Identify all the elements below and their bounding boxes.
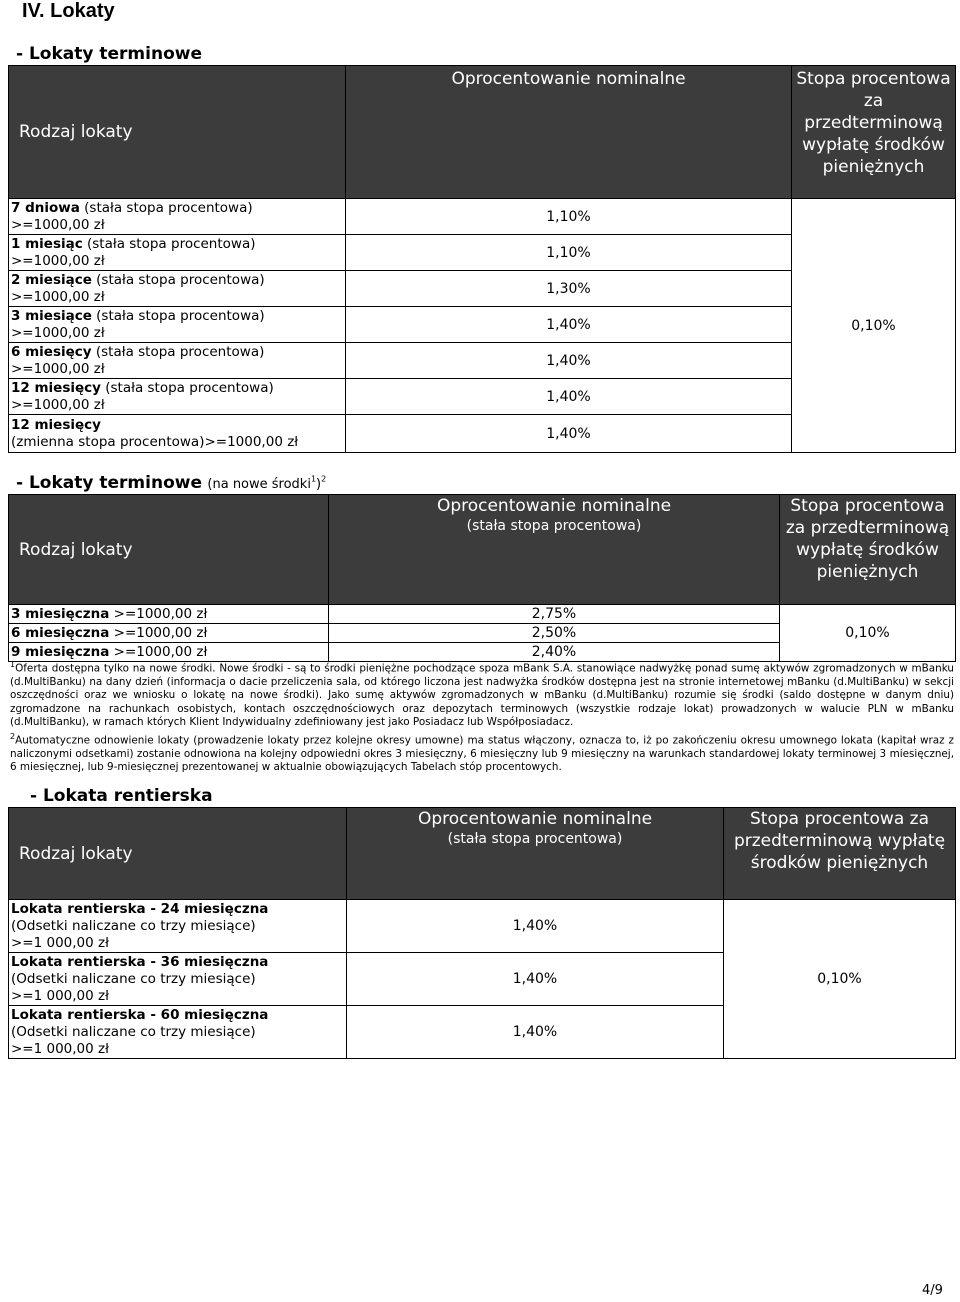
footnote-1: $^1$Oferta dostępna tylko na nowe środki. Nowe środki - są to środki pieniężne pochodzące spoza mBank S.A. stanowiące nadwyżkę ponad sumę aktywów zgromadzonych w mBanku (d.MultiBanku) na dany dzień (informacja o dacie przeliczenia sala, od którego liczona jest nadwyżka środków dostępna jest na stronie internetowej mBanku (d.MultiBanku) w sekcji oszczędności oraz we wniosku o lokatę na nowe środki). Jako sumę aktywów zgromadzonych w mBanku (d.MultiBanku) rozumie się środki (saldo dostępne w danym dniu) zgromadzone na rachunkach osobistych, kontach oszczędnościowych oraz depozytach terminowych (wszystkie rodzaje lokat) prowadzonych w walucie PLN w mBanku (d.MultiBanku), w ramach których Klient Indywidualny zdefiniowany jest jako Posiadacz lub Współposiadacz. xyxy=(10,660,954,729)
t2-early-rate: 0,10% xyxy=(780,605,956,662)
table2-title: - Lokaty terminowe (na nowe środki$^1$)$^2$ xyxy=(16,473,327,493)
t1-row-name: 6 miesięcy (stała stopa procentowa) >=1000,00 zł xyxy=(9,343,346,379)
footnote-2: $^2$Automatyczne odnowienie lokaty (prowadzenie lokaty przez kolejne okresy umowne) ma status włączony, oznacza to, iż po zakończeniu okresu umownego lokata (kapitał wraz z naliczonymi odsetkami) zostanie odnowiona na kolejny odpowiedni okres 3 miesięczny, 6 miesięczny lub 9 miesięczny na warunkach standardowej lokaty terminowej 3 miesięcznej, 6 miesięcznej, lub 9-miesięcznej prezentowanej w aktualnie obowiązujących Tabelach stóp procentowych. xyxy=(10,731,954,774)
t1-row-rate: 1,40% xyxy=(346,415,792,453)
t1-row-name: 1 miesiąc (stała stopa procentowa) >=1000,00 zł xyxy=(9,235,346,271)
t1-row-name: 2 miesiące (stała stopa procentowa) >=1000,00 zł xyxy=(9,271,346,307)
t1-row-rate: 1,40% xyxy=(346,379,792,415)
page-number: 4/9 xyxy=(922,1283,943,1298)
t1-row-rate: 1,10% xyxy=(346,199,792,235)
t2-row-rate: 2,75% xyxy=(329,605,780,624)
t3-row-rate: 1,40% xyxy=(347,953,724,1006)
section-title: IV. Lokaty xyxy=(22,0,115,22)
t3-header-rate: Oprocentowanie nominalne (stała stopa procentowa) xyxy=(347,808,724,900)
t1-row-rate: 1,30% xyxy=(346,271,792,307)
t2-header-type: Rodzaj lokaty xyxy=(9,495,329,605)
t1-row-rate: 1,40% xyxy=(346,343,792,379)
t3-row-rate: 1,40% xyxy=(347,900,724,953)
t2-row-name: 6 miesięczna >=1000,00 zł xyxy=(9,624,329,643)
t2-row-name: 9 miesięczna >=1000,00 zł xyxy=(9,643,329,662)
t3-row-name: Lokata rentierska - 60 miesięczna (Odsetki naliczane co trzy miesiące) >=1 000,00 zł xyxy=(9,1006,347,1059)
t1-early-rate: 0,10% xyxy=(792,199,956,453)
table-lokaty-terminowe xyxy=(8,65,956,453)
t1-row-name: 7 dniowa (stała stopa procentowa) >=1000,00 zł xyxy=(9,199,346,235)
t3-header-type: Rodzaj lokaty xyxy=(9,808,347,900)
t1-row-name: 12 miesięcy (stała stopa procentowa) >=1000,00 zł xyxy=(9,379,346,415)
table-lokata-rentierska xyxy=(8,807,956,1059)
t2-header-early-rate: Stopa procentowa za przedterminową wypłatę środków pieniężnych xyxy=(780,495,956,605)
t1-row-rate: 1,10% xyxy=(346,235,792,271)
footnotes xyxy=(10,658,954,775)
t3-early-rate: 0,10% xyxy=(724,900,956,1059)
t2-row-rate: 2,50% xyxy=(329,624,780,643)
t1-row-name: 3 miesiące (stała stopa procentowa) >=1000,00 zł xyxy=(9,307,346,343)
table3-title: - Lokata rentierska xyxy=(30,786,213,806)
t3-row-name: Lokata rentierska - 36 miesięczna (Odsetki naliczane co trzy miesiące) >=1 000,00 zł xyxy=(9,953,347,1006)
t3-row-rate: 1,40% xyxy=(347,1006,724,1059)
t1-row-name: 12 miesięcy (zmienna stopa procentowa)>=1000,00 zł xyxy=(9,415,346,453)
t3-row-name: Lokata rentierska - 24 miesięczna (Odsetki naliczane co trzy miesiące) >=1 000,00 zł xyxy=(9,900,347,953)
t3-header-early-rate: Stopa procentowa za przedterminową wypłatę środków pieniężnych xyxy=(724,808,956,900)
t2-row-name: 3 miesięczna >=1000,00 zł xyxy=(9,605,329,624)
t2-row-rate: 2,40% xyxy=(329,643,780,662)
t2-header-rate: Oprocentowanie nominalne (stała stopa procentowa) xyxy=(329,495,780,605)
t1-header-early-rate: Stopa procentowa za przedterminową wypłatę środków pieniężnych xyxy=(792,66,956,199)
t1-header-type: Rodzaj lokaty xyxy=(9,66,346,199)
t1-row-rate: 1,40% xyxy=(346,307,792,343)
table1-title: - Lokaty terminowe xyxy=(16,44,202,64)
table-lokaty-nowe-srodki xyxy=(8,494,956,662)
t1-header-rate: Oprocentowanie nominalne xyxy=(346,66,792,199)
